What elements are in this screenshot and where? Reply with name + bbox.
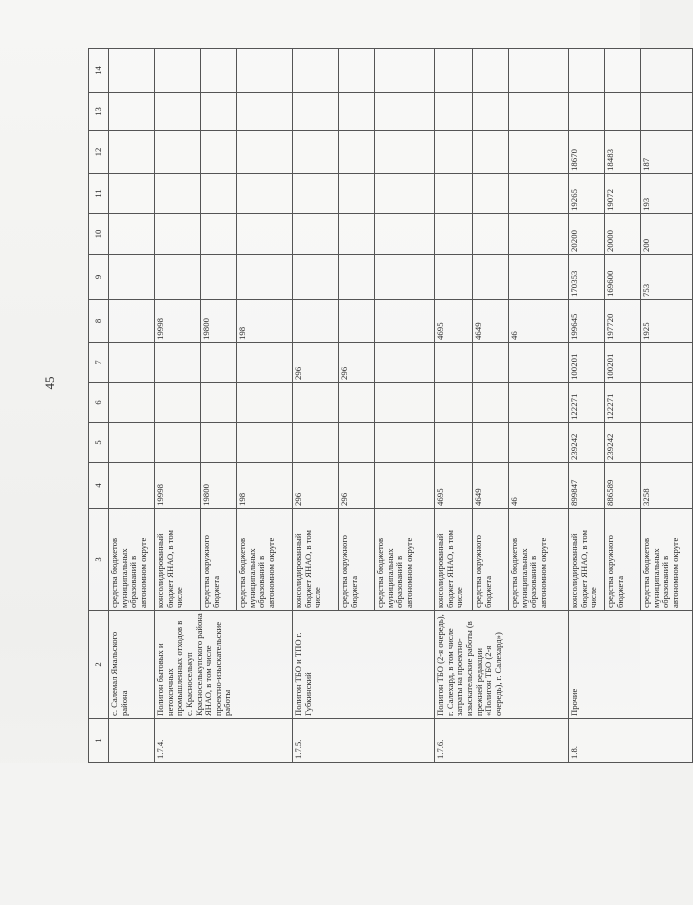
object-name: Полигон ТБО и ТПО г. Губкинский [293, 611, 435, 719]
value-cell [293, 214, 339, 255]
column-header: 10 [89, 214, 109, 255]
funding-source: консолидированный бюджет ЯНАО, в том числе [435, 509, 473, 611]
value-cell: 899847 [569, 463, 605, 509]
value-cell [339, 300, 375, 343]
value-cell [375, 300, 435, 343]
value-cell [509, 93, 569, 131]
value-cell [339, 49, 375, 93]
value-cell [201, 255, 237, 300]
column-header: 14 [89, 49, 109, 93]
value-cell [237, 93, 293, 131]
value-cell: 296 [339, 343, 375, 383]
value-cell [339, 174, 375, 214]
object-name: Прочие [569, 611, 693, 719]
column-header: 13 [89, 93, 109, 131]
value-cell [435, 255, 473, 300]
value-cell [435, 214, 473, 255]
header-row [89, 49, 109, 763]
funding-source: консолидированный бюджет ЯНАО, в том числе [155, 509, 201, 611]
value-cell: 193 [641, 174, 693, 214]
funding-source: средства окружного бюджета [473, 509, 509, 611]
value-cell: 197720 [605, 300, 641, 343]
value-cell [155, 383, 201, 423]
table-row [569, 49, 605, 763]
value-cell [375, 463, 435, 509]
table-row [435, 49, 473, 763]
funding-source: средства бюджетов муниципальных образований в автономном округе [375, 509, 435, 611]
value-cell [201, 49, 237, 93]
value-cell [641, 383, 693, 423]
column-header: 5 [89, 423, 109, 463]
value-cell [375, 131, 435, 174]
value-cell: 100201 [605, 343, 641, 383]
value-cell [237, 174, 293, 214]
row-number: 1.7.6. [435, 719, 569, 763]
value-cell: 4649 [473, 463, 509, 509]
table-row [155, 49, 201, 763]
column-header: 9 [89, 255, 109, 300]
value-cell [109, 383, 155, 423]
value-cell [473, 383, 509, 423]
object-name: с. Салемал Ямальского района [109, 611, 155, 719]
value-cell: 198 [237, 300, 293, 343]
value-cell [237, 343, 293, 383]
value-cell [509, 214, 569, 255]
funding-source: средства окружного бюджета [339, 509, 375, 611]
value-cell [201, 383, 237, 423]
value-cell [237, 423, 293, 463]
value-cell: 46 [509, 463, 569, 509]
value-cell [109, 49, 155, 93]
rotated-table-container [88, 49, 680, 763]
object-name: Полигон ТБО (2-я очередь), г. Салехард, в том числе затраты на проектно-изыскательские работы (в прежней редакции «Полигон ТБО (2-я очередь), г. Салехард») [435, 611, 569, 719]
value-cell [641, 93, 693, 131]
value-cell [237, 383, 293, 423]
funding-source: консолидированный бюджет ЯНАО, в том числе [293, 509, 339, 611]
value-cell [201, 343, 237, 383]
value-cell: 19998 [155, 300, 201, 343]
value-cell [473, 93, 509, 131]
funding-source: средства окружного бюджета [605, 509, 641, 611]
value-cell [237, 214, 293, 255]
value-cell: 239242 [569, 423, 605, 463]
value-cell [339, 423, 375, 463]
column-header: 6 [89, 383, 109, 423]
value-cell: 122271 [569, 383, 605, 423]
budget-table [88, 48, 693, 763]
value-cell [109, 131, 155, 174]
value-cell [509, 49, 569, 93]
value-cell: 100201 [569, 343, 605, 383]
funding-source: средства бюджетов муниципальных образований в автономном округе [641, 509, 693, 611]
value-cell [375, 49, 435, 93]
column-header: 8 [89, 300, 109, 343]
value-cell [435, 131, 473, 174]
value-cell [201, 423, 237, 463]
value-cell [375, 174, 435, 214]
value-cell [155, 423, 201, 463]
value-cell [509, 343, 569, 383]
value-cell [155, 131, 201, 174]
value-cell [109, 463, 155, 509]
value-cell: 1925 [641, 300, 693, 343]
value-cell [375, 255, 435, 300]
value-cell [201, 214, 237, 255]
value-cell [109, 214, 155, 255]
value-cell [509, 131, 569, 174]
value-cell [293, 49, 339, 93]
value-cell [435, 383, 473, 423]
value-cell [339, 255, 375, 300]
column-header: 12 [89, 131, 109, 174]
value-cell: 4649 [473, 300, 509, 343]
value-cell [641, 49, 693, 93]
value-cell [473, 423, 509, 463]
value-cell [339, 131, 375, 174]
funding-source: средства бюджетов муниципальных образований в автономном округе [509, 509, 569, 611]
value-cell [109, 93, 155, 131]
value-cell [375, 214, 435, 255]
value-cell [109, 423, 155, 463]
value-cell [109, 174, 155, 214]
value-cell [339, 93, 375, 131]
page-bottom-margin [0, 763, 640, 905]
value-cell: 4695 [435, 300, 473, 343]
funding-source: консолидированный бюджет ЯНАО, в том числе [569, 509, 605, 611]
value-cell [293, 131, 339, 174]
column-header: 4 [89, 463, 109, 509]
value-cell [293, 255, 339, 300]
value-cell [509, 174, 569, 214]
value-cell: 170353 [569, 255, 605, 300]
value-cell: 4695 [435, 463, 473, 509]
value-cell [201, 131, 237, 174]
row-number: 1.7.4. [155, 719, 293, 763]
value-cell [375, 423, 435, 463]
value-cell [155, 93, 201, 131]
value-cell [473, 49, 509, 93]
value-cell [201, 93, 237, 131]
value-cell [473, 174, 509, 214]
funding-source: средства бюджетов муниципальных образований в автономном округе [237, 509, 293, 611]
value-cell [435, 49, 473, 93]
value-cell: 122271 [605, 383, 641, 423]
value-cell [569, 49, 605, 93]
value-cell [109, 343, 155, 383]
column-header: 1 [89, 719, 109, 763]
value-cell: 169600 [605, 255, 641, 300]
value-cell: 18670 [569, 131, 605, 174]
value-cell [293, 423, 339, 463]
value-cell [237, 255, 293, 300]
value-cell [605, 49, 641, 93]
value-cell [509, 255, 569, 300]
value-cell: 187 [641, 131, 693, 174]
value-cell [293, 300, 339, 343]
value-cell [473, 131, 509, 174]
value-cell: 19265 [569, 174, 605, 214]
value-cell [473, 255, 509, 300]
column-header: 2 [89, 611, 109, 719]
value-cell [435, 423, 473, 463]
value-cell [155, 49, 201, 93]
value-cell: 46 [509, 300, 569, 343]
value-cell [435, 174, 473, 214]
row-number: 1.8. [569, 719, 693, 763]
value-cell [293, 93, 339, 131]
value-cell [641, 423, 693, 463]
value-cell [201, 174, 237, 214]
funding-source: средства бюджетов муниципальных образований в автономном округе [109, 509, 155, 611]
value-cell: 200 [641, 214, 693, 255]
value-cell: 198 [237, 463, 293, 509]
value-cell [293, 174, 339, 214]
value-cell: 199645 [569, 300, 605, 343]
value-cell [293, 383, 339, 423]
value-cell: 3258 [641, 463, 693, 509]
page-number: 45 [42, 376, 57, 390]
row-number [109, 719, 155, 763]
value-cell [109, 300, 155, 343]
value-cell: 19072 [605, 174, 641, 214]
value-cell: 19800 [201, 300, 237, 343]
value-cell [509, 423, 569, 463]
column-header: 3 [89, 509, 109, 611]
value-cell [155, 214, 201, 255]
column-header: 7 [89, 343, 109, 383]
value-cell: 19800 [201, 463, 237, 509]
value-cell: 296 [339, 463, 375, 509]
value-cell: 296 [293, 343, 339, 383]
value-cell: 753 [641, 255, 693, 300]
table-row [293, 49, 339, 763]
value-cell [569, 93, 605, 131]
value-cell [375, 383, 435, 423]
value-cell: 886589 [605, 463, 641, 509]
value-cell [605, 93, 641, 131]
value-cell [155, 174, 201, 214]
row-number: 1.7.5. [293, 719, 435, 763]
value-cell: 20000 [605, 214, 641, 255]
value-cell [641, 343, 693, 383]
object-name: Полигон бытовых и нетоксичных промышленных отходов в с. Красноселькуп Красноселькупского района ЯНАО, в том числе проектно-изыскательские работы [155, 611, 293, 719]
value-cell [473, 214, 509, 255]
value-cell [155, 255, 201, 300]
column-header: 11 [89, 174, 109, 214]
value-cell: 296 [293, 463, 339, 509]
value-cell [435, 343, 473, 383]
value-cell [375, 343, 435, 383]
value-cell [155, 343, 201, 383]
value-cell: 18483 [605, 131, 641, 174]
table-row [109, 49, 155, 763]
value-cell [375, 93, 435, 131]
funding-source: средства окружного бюджета [201, 509, 237, 611]
value-cell [109, 255, 155, 300]
value-cell: 239242 [605, 423, 641, 463]
value-cell [435, 93, 473, 131]
value-cell: 19998 [155, 463, 201, 509]
value-cell [237, 49, 293, 93]
value-cell [339, 383, 375, 423]
value-cell [339, 214, 375, 255]
value-cell [509, 383, 569, 423]
value-cell [237, 131, 293, 174]
value-cell: 20200 [569, 214, 605, 255]
value-cell [473, 343, 509, 383]
